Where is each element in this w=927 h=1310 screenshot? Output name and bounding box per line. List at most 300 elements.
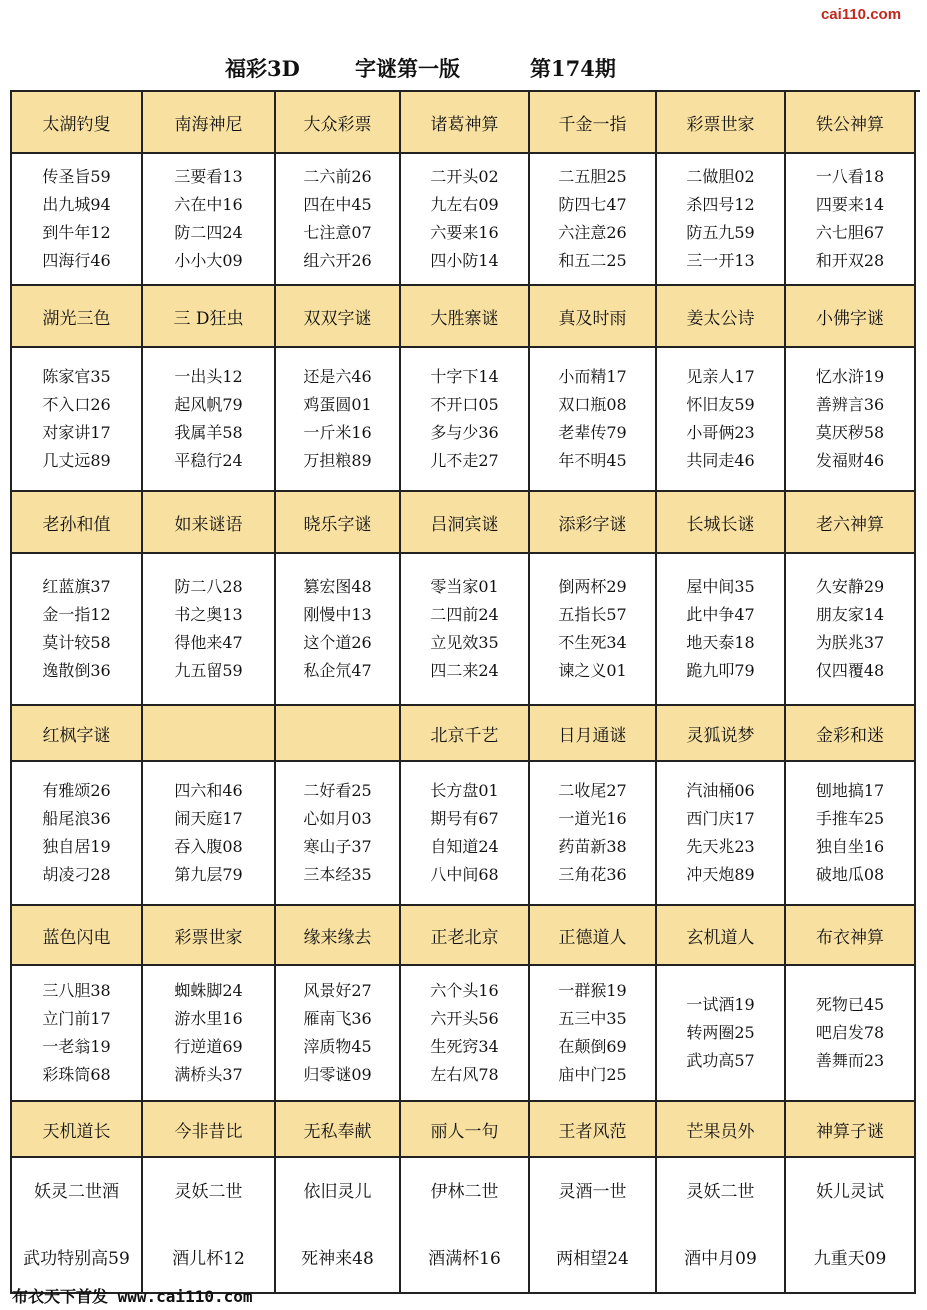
column-header — [276, 706, 401, 762]
riddle-line: 闹天庭17 — [174, 809, 243, 828]
column-header — [12, 1102, 143, 1158]
riddle-line: 一试酒19 — [686, 995, 755, 1014]
riddle-cell — [143, 554, 276, 706]
riddle-lines — [174, 977, 242, 1089]
source-name: 太湖钓叟 — [42, 114, 111, 135]
column-header — [12, 906, 143, 966]
source-name: 大胜寨谜 — [430, 308, 499, 329]
riddle-line: 西门庆17 — [686, 809, 755, 828]
riddle-line: 不开口05 — [430, 395, 499, 414]
riddle-line: 怀旧友59 — [686, 395, 755, 414]
column-header — [657, 286, 786, 348]
riddle-line: 转两圈25 — [686, 1023, 755, 1042]
column-header — [657, 492, 786, 554]
riddle-line: 手推车25 — [815, 809, 885, 828]
riddle-cell — [657, 554, 786, 706]
riddle-lines — [816, 991, 884, 1075]
riddle-table — [10, 90, 920, 1294]
riddle-lines — [558, 777, 626, 889]
riddle-lines — [686, 363, 754, 475]
riddle-line: 汽油桶06 — [686, 781, 755, 800]
riddle-line: 儿不走27 — [430, 451, 499, 470]
riddle-line: 私企氘47 — [303, 661, 372, 680]
riddle-cell — [786, 1158, 916, 1294]
riddle-lines — [686, 991, 754, 1075]
riddle-line: 忆水浒19 — [815, 367, 885, 386]
column-header — [12, 92, 143, 154]
column-header — [786, 92, 916, 154]
riddle-line: 防四七47 — [558, 195, 627, 214]
riddle-line: 共同走46 — [686, 451, 755, 470]
riddle-lines — [42, 573, 110, 685]
source-name: 正德道人 — [558, 927, 627, 948]
source-name: 丽人一句 — [430, 1121, 499, 1142]
column-header — [530, 706, 657, 762]
source-name: 芒果员外 — [686, 1121, 755, 1142]
riddle-line: 三要看13 — [174, 167, 243, 186]
riddle-line: 妖儿灵试 — [815, 1181, 884, 1202]
source-name: 吕洞宾谜 — [430, 514, 499, 535]
riddle-cell — [786, 762, 916, 906]
riddle-lines — [686, 777, 754, 889]
column-header — [530, 286, 657, 348]
riddle-line: 平稳行24 — [174, 451, 243, 470]
riddle-line: 伊林二世 — [430, 1181, 499, 1202]
riddle-line: 灵妖二世 — [686, 1181, 755, 1202]
riddle-line: 滓质物45 — [303, 1037, 372, 1056]
source-name: 晓乐字谜 — [303, 514, 372, 535]
column-header — [143, 706, 276, 762]
riddle-cell — [276, 154, 401, 286]
column-header — [401, 286, 530, 348]
riddle-line: 红蓝旗37 — [42, 577, 111, 596]
riddle-line: 二五胆25 — [558, 167, 627, 186]
riddle-line: 几丈远89 — [42, 451, 111, 470]
riddle-line: 立见效35 — [430, 633, 499, 652]
riddle-line: 六七胆67 — [815, 223, 885, 242]
riddle-lines — [430, 363, 498, 475]
riddle-line: 三本经35 — [303, 865, 372, 884]
source-name: 铁公神算 — [816, 114, 884, 135]
riddle-line: 小而精17 — [558, 367, 627, 386]
riddle-cell — [276, 554, 401, 706]
riddle-cell — [530, 154, 657, 286]
riddle-line: 武功特别高59 — [23, 1248, 130, 1269]
riddle-lines — [430, 573, 498, 685]
riddle-lines — [428, 1158, 501, 1292]
riddle-cell — [530, 554, 657, 706]
riddle-line: 二六前26 — [303, 167, 372, 186]
riddle-line: 见亲人17 — [686, 367, 755, 386]
riddle-line: 和五二25 — [558, 251, 627, 270]
riddle-lines — [686, 163, 754, 275]
source-name: 三 D狂虫 — [173, 308, 244, 329]
riddle-cell — [12, 1158, 143, 1294]
riddle-line: 善舞而23 — [815, 1051, 885, 1070]
riddle-line: 四要来14 — [815, 195, 885, 214]
riddle-lines — [558, 163, 626, 275]
source-name: 天机道长 — [42, 1121, 111, 1142]
riddle-line: 四六和46 — [174, 781, 243, 800]
column-header — [12, 492, 143, 554]
riddle-line: 三八胆38 — [42, 981, 111, 1000]
riddle-cell — [143, 966, 276, 1102]
riddle-cell — [401, 348, 530, 492]
riddle-line: 妖灵二世酒 — [33, 1181, 119, 1202]
riddle-lines — [816, 363, 884, 475]
riddle-lines — [301, 1158, 374, 1292]
source-name: 布衣神算 — [816, 927, 884, 948]
source-name: 彩票世家 — [686, 114, 755, 135]
riddle-line: 期号有67 — [430, 809, 499, 828]
riddle-line: 陈家官35 — [42, 367, 111, 386]
riddle-line: 左右风78 — [430, 1065, 499, 1084]
source-name: 添彩字谜 — [558, 514, 627, 535]
riddle-line: 刚慢中13 — [303, 605, 372, 624]
riddle-line: 六个头16 — [430, 981, 499, 1000]
riddle-lines — [174, 163, 242, 275]
source-name: 北京千艺 — [430, 725, 499, 746]
riddle-line: 蜘蛛脚24 — [174, 981, 243, 1000]
riddle-line: 还是六46 — [303, 367, 372, 386]
column-header — [143, 1102, 276, 1158]
source-name: 千金一指 — [558, 114, 627, 135]
column-header — [657, 92, 786, 154]
column-header — [657, 706, 786, 762]
riddle-cell — [530, 348, 657, 492]
riddle-line: 仅四覆48 — [815, 661, 885, 680]
column-header — [401, 92, 530, 154]
riddle-cell — [276, 348, 401, 492]
riddle-lines — [174, 777, 242, 889]
riddle-cell — [786, 554, 916, 706]
riddle-line: 六注意26 — [558, 223, 627, 242]
riddle-line: 万担粮89 — [303, 451, 372, 470]
source-name: 大众彩票 — [303, 114, 372, 135]
column-header — [401, 706, 530, 762]
riddle-line: 吞入腹08 — [174, 837, 243, 856]
riddle-line: 船尾浪36 — [42, 809, 111, 828]
riddle-lines — [430, 163, 498, 275]
riddle-cell — [401, 966, 530, 1102]
column-header — [786, 1102, 916, 1158]
riddle-line: 得他来47 — [174, 633, 243, 652]
column-header — [276, 492, 401, 554]
column-header — [530, 92, 657, 154]
riddle-lines — [303, 977, 371, 1089]
riddle-line: 药苗新38 — [558, 837, 627, 856]
riddle-line: 武功高57 — [686, 1051, 755, 1070]
source-name: 双双字谜 — [303, 308, 372, 329]
source-name: 金彩和迷 — [816, 725, 884, 746]
riddle-lines — [172, 1158, 245, 1292]
page-title — [225, 50, 645, 86]
riddle-line: 六开头56 — [430, 1009, 499, 1028]
riddle-line: 二好看25 — [303, 781, 372, 800]
source-name: 神算子谜 — [816, 1121, 884, 1142]
column-header — [276, 286, 401, 348]
riddle-line: 寒山子37 — [303, 837, 372, 856]
riddle-lines — [430, 977, 498, 1089]
riddle-line: 谏之义01 — [558, 661, 627, 680]
riddle-line: 书之奥13 — [174, 605, 243, 624]
column-header — [401, 492, 530, 554]
column-header — [143, 906, 276, 966]
riddle-line: 彩珠筒68 — [42, 1065, 111, 1084]
riddle-line: 灵妖二世 — [174, 1181, 243, 1202]
riddle-line: 莫计较58 — [42, 633, 111, 652]
riddle-line: 酒中月09 — [684, 1248, 757, 1269]
column-header — [530, 492, 657, 554]
riddle-line: 起风帆79 — [174, 395, 243, 414]
riddle-lines — [558, 363, 626, 475]
column-header — [276, 92, 401, 154]
riddle-line: 此中争47 — [686, 605, 755, 624]
riddle-line: 年不明45 — [558, 451, 627, 470]
riddle-line: 长方盘01 — [430, 781, 499, 800]
riddle-line: 防二四24 — [174, 223, 243, 242]
column-header — [786, 706, 916, 762]
riddle-line: 五三中35 — [558, 1009, 627, 1028]
source-name: 姜太公诗 — [686, 308, 755, 329]
riddle-line: 五指长57 — [558, 605, 627, 624]
riddle-line: 独自居19 — [42, 837, 111, 856]
riddle-line: 为朕兆37 — [815, 633, 885, 652]
riddle-lines — [42, 977, 110, 1089]
riddle-line: 善辨言36 — [815, 395, 885, 414]
riddle-cell — [143, 1158, 276, 1294]
riddle-line: 地天泰18 — [686, 633, 755, 652]
riddle-line: 我属羊58 — [174, 423, 243, 442]
riddle-line: 心如月03 — [303, 809, 372, 828]
riddle-line: 老辈传79 — [558, 423, 627, 442]
source-name: 灵狐说梦 — [686, 725, 755, 746]
riddle-line: 二收尾27 — [558, 781, 627, 800]
riddle-cell — [276, 966, 401, 1102]
riddle-lines — [686, 573, 754, 685]
riddle-cell — [12, 348, 143, 492]
riddle-line: 归零谜09 — [303, 1065, 372, 1084]
riddle-lines — [174, 573, 242, 685]
riddle-line: 杀四号12 — [686, 195, 755, 214]
riddle-line: 六要来16 — [430, 223, 499, 242]
riddle-cell — [401, 1158, 530, 1294]
riddle-cell — [786, 966, 916, 1102]
riddle-line: 一群猴19 — [558, 981, 627, 1000]
riddle-cell — [657, 348, 786, 492]
riddle-line: 朋友家14 — [815, 605, 885, 624]
riddle-lines — [303, 777, 371, 889]
riddle-cell — [401, 154, 530, 286]
column-header — [657, 906, 786, 966]
source-name: 今非昔比 — [174, 1121, 243, 1142]
riddle-cell — [657, 154, 786, 286]
riddle-line: 篡宏图48 — [303, 577, 372, 596]
riddle-cell — [657, 1158, 786, 1294]
riddle-line: 胡凌刁28 — [42, 865, 111, 884]
source-name: 老六神算 — [816, 514, 884, 535]
source-name: 如来谜语 — [174, 514, 243, 535]
riddle-line: 八中间68 — [430, 865, 499, 884]
riddle-line: 独自坐16 — [815, 837, 885, 856]
column-header — [12, 286, 143, 348]
riddle-line: 灵酒一世 — [558, 1181, 627, 1202]
riddle-line: 到牛年12 — [42, 223, 111, 242]
riddle-line: 零当家01 — [430, 577, 499, 596]
riddle-line: 屋中间35 — [686, 577, 755, 596]
riddle-line: 三角花36 — [558, 865, 627, 884]
source-name: 彩票世家 — [174, 927, 243, 948]
column-header — [276, 906, 401, 966]
riddle-line: 十字下14 — [430, 367, 499, 386]
riddle-cell — [12, 762, 143, 906]
column-header — [786, 906, 916, 966]
riddle-cell — [786, 348, 916, 492]
column-header — [12, 706, 143, 762]
riddle-line: 雁南飞36 — [303, 1009, 372, 1028]
riddle-line: 两相望24 — [556, 1248, 629, 1269]
riddle-line: 逸散倒36 — [42, 661, 111, 680]
riddle-line: 第九层79 — [174, 865, 243, 884]
riddle-line: 四小防14 — [430, 251, 499, 270]
riddle-lines — [303, 163, 371, 275]
riddle-line: 一道光16 — [558, 809, 627, 828]
riddle-cell — [530, 966, 657, 1102]
riddle-line: 庙中门25 — [558, 1065, 627, 1084]
riddle-line: 金一指12 — [42, 605, 111, 624]
source-name: 诸葛神算 — [430, 114, 499, 135]
riddle-lines — [42, 777, 110, 889]
riddle-line: 三一开13 — [686, 251, 755, 270]
riddle-line: 一出头12 — [174, 367, 243, 386]
riddle-cell — [786, 154, 916, 286]
riddle-line: 满桥头37 — [174, 1065, 243, 1084]
column-header — [143, 492, 276, 554]
riddle-line: 依旧灵儿 — [303, 1181, 372, 1202]
riddle-line: 久安静29 — [815, 577, 885, 596]
source-name: 真及时雨 — [558, 308, 627, 329]
riddle-cell — [143, 154, 276, 286]
source-name: 小佛字谜 — [816, 308, 884, 329]
source-name: 无私奉献 — [303, 1121, 372, 1142]
riddle-cell — [12, 554, 143, 706]
source-name: 王者风范 — [558, 1121, 627, 1142]
riddle-line: 死物已45 — [815, 995, 885, 1014]
title-game: 福彩3D — [225, 56, 300, 81]
riddle-line: 有雅颂26 — [42, 781, 111, 800]
riddle-lines — [684, 1158, 757, 1292]
site-watermark: cai110.com — [820, 6, 902, 23]
riddle-line: 双口瓶08 — [558, 395, 627, 414]
riddle-line: 风景好27 — [303, 981, 372, 1000]
riddle-line: 四二来24 — [430, 661, 499, 680]
riddle-line: 九重天09 — [813, 1248, 887, 1269]
title-issue: 第174期 — [530, 56, 616, 81]
riddle-line: 刨地搞17 — [815, 781, 885, 800]
riddle-line: 二做胆02 — [686, 167, 755, 186]
riddle-cell — [530, 762, 657, 906]
riddle-cell — [12, 966, 143, 1102]
source-name: 老孙和值 — [42, 514, 111, 535]
column-header — [657, 1102, 786, 1158]
source-name: 南海神尼 — [174, 114, 243, 135]
riddle-lines — [816, 163, 884, 275]
column-header — [143, 286, 276, 348]
riddle-line: 这个道26 — [303, 633, 372, 652]
riddle-lines — [558, 977, 626, 1089]
source-name: 蓝色闪电 — [42, 927, 111, 948]
riddle-line: 小小大09 — [174, 251, 243, 270]
column-header — [401, 1102, 530, 1158]
riddle-line: 六在中16 — [174, 195, 243, 214]
riddle-line: 防五九59 — [686, 223, 755, 242]
riddle-lines — [814, 1158, 887, 1292]
riddle-cell — [657, 762, 786, 906]
column-header — [530, 906, 657, 966]
riddle-line: 多与少36 — [430, 423, 499, 442]
riddle-cell — [657, 966, 786, 1102]
riddle-line: 莫厌秽58 — [815, 423, 885, 442]
riddle-lines — [816, 573, 884, 685]
riddle-line: 一老翁19 — [42, 1037, 111, 1056]
riddle-line: 发福财46 — [815, 451, 885, 470]
riddle-line: 防二八28 — [174, 577, 243, 596]
riddle-cell — [276, 1158, 401, 1294]
riddle-line: 自知道24 — [430, 837, 499, 856]
riddle-line: 先天兆23 — [686, 837, 755, 856]
riddle-lines — [303, 363, 371, 475]
riddle-line: 死神来48 — [301, 1248, 374, 1269]
riddle-lines — [816, 777, 884, 889]
source-name: 长城长谜 — [686, 514, 755, 535]
riddle-cell — [276, 762, 401, 906]
riddle-line: 九左右09 — [430, 195, 499, 214]
riddle-cell — [12, 154, 143, 286]
riddle-line: 一八看18 — [815, 167, 885, 186]
riddle-line: 酒儿杯12 — [172, 1248, 245, 1269]
column-header — [143, 92, 276, 154]
riddle-line: 四海行46 — [42, 251, 111, 270]
riddle-line: 组六开26 — [303, 251, 372, 270]
riddle-lines — [558, 573, 626, 685]
column-header — [786, 286, 916, 348]
source-name: 日月通谜 — [558, 725, 627, 746]
riddle-lines — [556, 1158, 629, 1292]
riddle-line: 对家讲17 — [42, 423, 111, 442]
riddle-cell — [143, 762, 276, 906]
riddle-line: 二四前24 — [430, 605, 499, 624]
column-header — [786, 492, 916, 554]
riddle-line: 吧启发78 — [815, 1023, 885, 1042]
riddle-lines — [23, 1158, 130, 1292]
riddle-line: 一斤米16 — [303, 423, 372, 442]
riddle-lines — [430, 777, 498, 889]
riddle-line: 出九城94 — [42, 195, 111, 214]
riddle-lines — [42, 163, 110, 275]
riddle-line: 不入口26 — [42, 395, 111, 414]
title-edition: 字谜第一版 — [355, 56, 460, 81]
riddle-line: 行逆道69 — [174, 1037, 243, 1056]
column-header — [276, 1102, 401, 1158]
source-name: 玄机道人 — [686, 927, 755, 948]
riddle-line: 游水里16 — [174, 1009, 243, 1028]
riddle-line: 和开双28 — [815, 251, 885, 270]
riddle-cell — [530, 1158, 657, 1294]
riddle-cell — [401, 554, 530, 706]
riddle-lines — [174, 363, 242, 475]
riddle-lines — [303, 573, 371, 685]
riddle-line: 破地瓜08 — [815, 865, 885, 884]
